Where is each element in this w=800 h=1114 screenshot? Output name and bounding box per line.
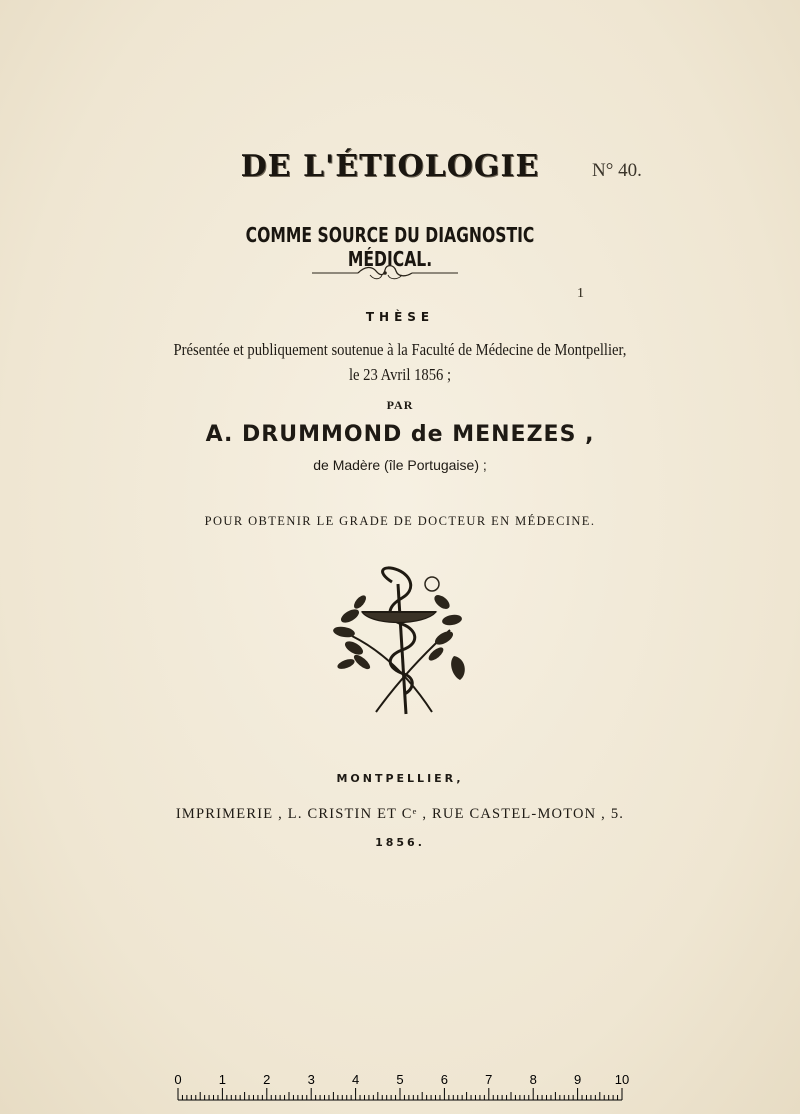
page-number: N° 40. [592,160,642,181]
ruler-label: 10 [614,1072,630,1087]
ruler-label: 7 [485,1072,493,1087]
imprint-year: 1856. [375,836,425,849]
scale-ruler [172,1072,628,1102]
stray-mark: 1 [577,286,584,301]
ruler-label: 0 [174,1072,182,1087]
ruler-label: 2 [263,1072,271,1087]
page-subtitle: COMME SOURCE DU DIAGNOSTIC MÉDICAL. [245,223,535,271]
ruler-label: 8 [529,1072,537,1087]
these-heading: THÈSE [365,310,435,324]
ruler-label: 1 [218,1072,227,1087]
imprint-city: MONTPELLIER, [336,772,464,785]
caduceus-emblem-icon [332,566,472,721]
imprint-printer: IMPRIMERIE , L. CRISTIN ET Cᵉ , RUE CASTEL-MOTON , 5. [175,806,625,822]
ruler-label: 6 [440,1072,449,1087]
author-name: A. DRUMMOND de MENEZES , [205,422,595,447]
presentation-line-2: le 23 Avril 1856 ; [348,365,452,384]
scroll-ornament-icon [310,262,460,289]
degree-line: POUR OBTENIR LE GRADE DE DOCTEUR EN MÉDECINE. [204,514,596,528]
ruler-label: 4 [351,1072,360,1087]
ruler-label: 9 [573,1072,582,1087]
author-origin: de Madère (île Portugaise) ; [313,457,487,473]
ruler-label: 5 [396,1072,404,1087]
ruler-label: 3 [307,1072,315,1087]
page-title: DE L'ÉTIOLOGIE [240,149,540,184]
par-label: PAR [386,398,414,412]
presentation-line-1: Présentée et publiquement soutenue à la Faculté de Médecine de Montpellier, [173,340,627,359]
